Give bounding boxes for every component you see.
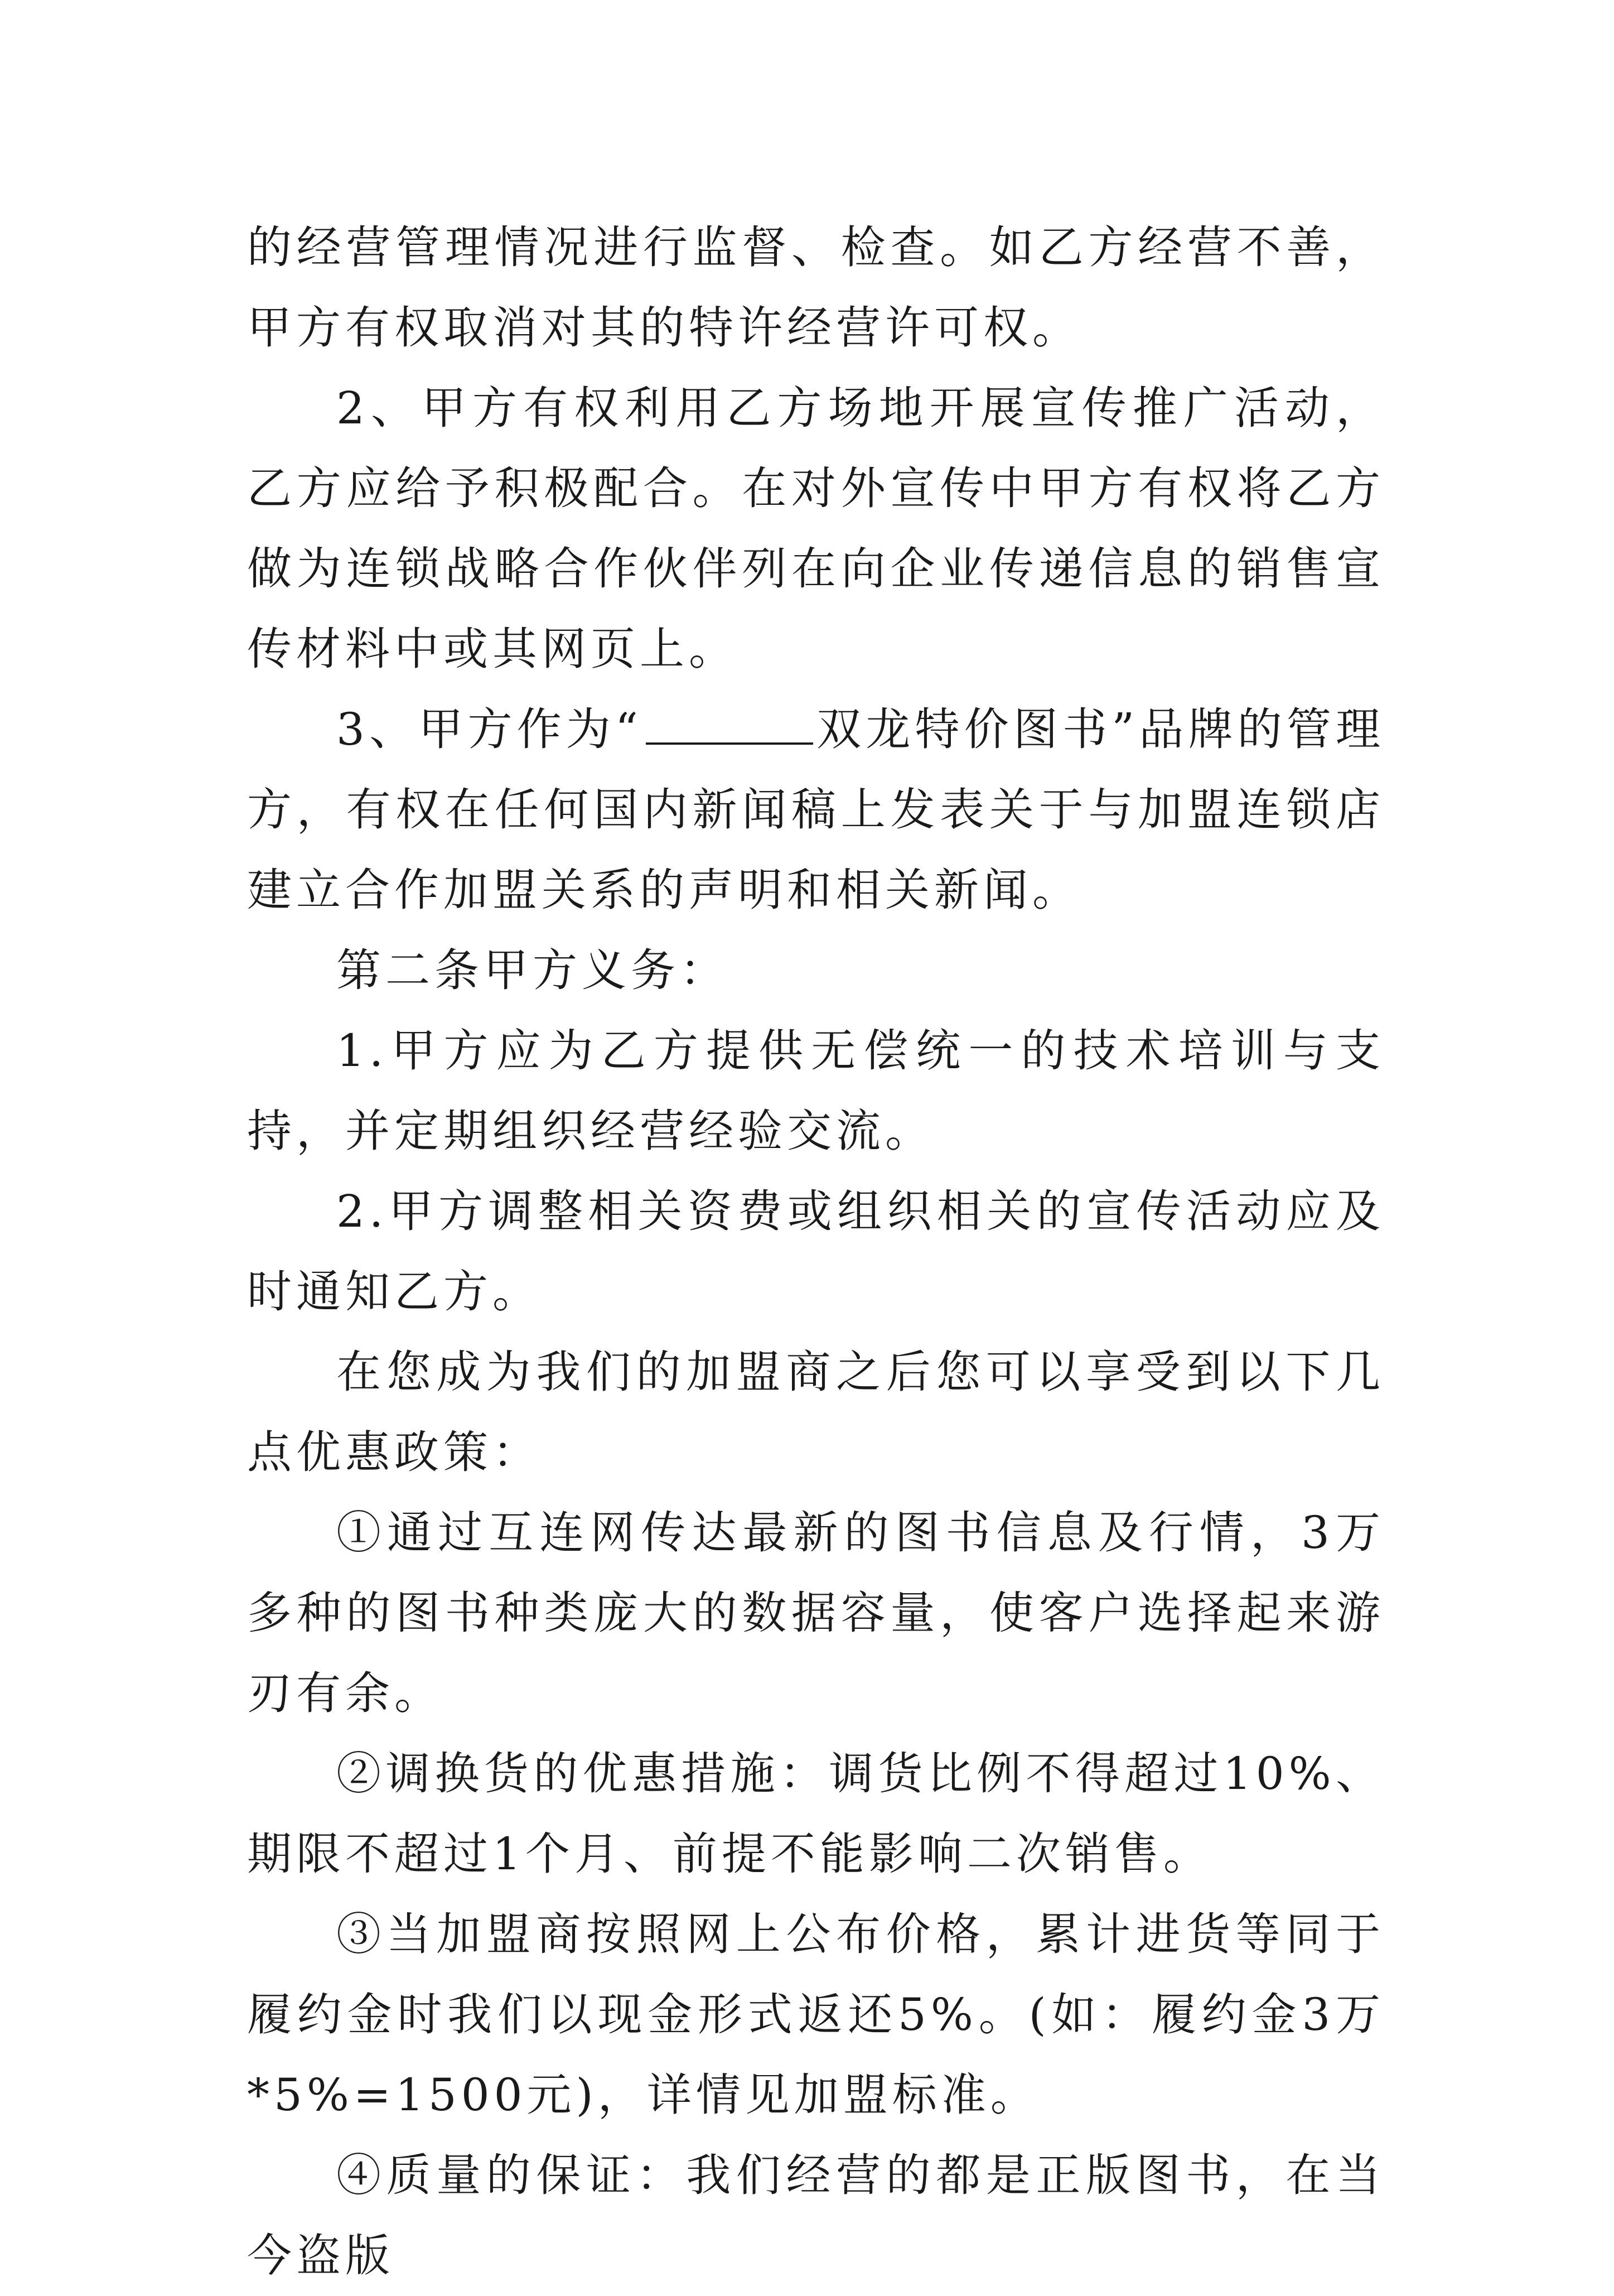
paragraph-benefits-intro: 在您成为我们的加盟商之后您可以享受到以下几点优惠政策： <box>247 1346 1385 1478</box>
paragraph-rights-2: 2、甲方有权利用乙方场地开展宣传推广活动，乙方应给予积极配合。在对外宣传中甲方有权将乙方做为连锁战略合作伙伴列在向企业传递信息的销售宣传材料中或其网页上。 <box>247 382 1385 675</box>
paragraph-obligation-2: 2.甲方调整相关资费或组织相关的宣传活动应及时通知乙方。 <box>247 1185 1385 1318</box>
paragraph-benefit-4: ④质量的保证：我们经营的都是正版图书，在当今盗版 <box>247 2149 1385 2281</box>
document-body <box>247 208 1385 2296</box>
paragraph-benefit-2: ②调换货的优惠措施：调货比例不得超过10%、期限不超过1个月、前提不能影响二次销售。 <box>247 1748 1385 1880</box>
section-heading-obligations: 第二条甲方义务： <box>336 944 729 996</box>
paragraph-continuation: 的经营管理情况进行监督、检查。如乙方经营不善，甲方有权取消对其的特许经营许可权。 <box>247 221 1385 354</box>
paragraph-obligation-1: 1.甲方应为乙方提供无偿统一的技术培训与支持，并定期组织经营经验交流。 <box>247 1025 1385 1157</box>
paragraph-rights-3-prefix: 3、甲方作为“ <box>336 703 642 755</box>
paragraph-rights-3-suffix: 双龙特价图书”品牌的管理方，有权在任何国内新闻稿上发表关于与加盟连锁店建立合作加盟关系的声明和相关新闻。 <box>247 703 1385 916</box>
paragraph-rights-3 <box>247 689 1385 930</box>
paragraph-benefit-3: ③当加盟商按照网上公布价格，累计进货等同于履约金时我们以现金形式返还5%。(如：履约金3万*5%=1500元)，详情见加盟标准。 <box>247 1908 1385 2121</box>
paragraph-benefit-1: ①通过互连网传达最新的图书信息及行情，3万多种的图书种类庞大的数据容量，使客户选择起来游刃有余。 <box>247 1507 1385 1719</box>
blank-fill-line <box>646 703 813 745</box>
